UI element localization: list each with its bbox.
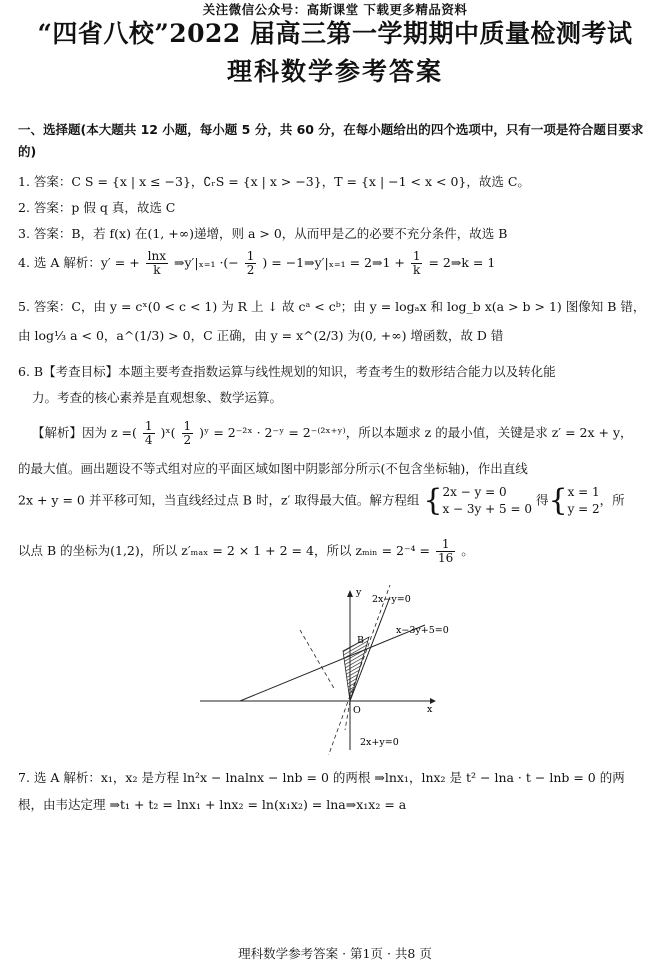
fraction — [245, 250, 257, 277]
fraction-denominator: k — [413, 263, 421, 277]
document-subtitle: 理科数学参考答案 — [226, 57, 443, 86]
answer-6-text: )ˣ( — [160, 425, 176, 440]
line-2x-y-label: 2x−y=0 — [372, 594, 411, 605]
x-axis-label: x — [427, 704, 433, 715]
answer-6-line3 — [32, 420, 633, 447]
top-banner: 关注微信公众号：高斯课堂 下载更多精品资料 — [202, 2, 468, 17]
answer-7-line1: 7. 选 A 解析：x₁，x₂ 是方程 ln²x − lnalnx − lnb = 0 的两根 ⇒lnx₁，lnx₂ 是 t² − lna · t − lnb = 0 的两 — [18, 770, 625, 785]
answer-6-text: ，所 — [599, 492, 625, 508]
answer-6-line6 — [18, 538, 474, 565]
answer-1: 1. 答案：C S = {x | x ≤ −3}，∁ᵣS = {x | x > −3}，T = {x | −1 < x < 0}，故选 C。 — [18, 174, 530, 189]
fraction — [143, 420, 155, 447]
answer-6-text: 以点 B 的坐标为(1,2)，所以 z′ₘₐₓ = 2 × 1 + 2 = 4，所以 zₘᵢₙ = 2⁻⁴ = — [18, 543, 431, 558]
answer-6-text: 。 — [461, 543, 474, 558]
equation: x − 3y + 5 = 0 — [442, 502, 532, 516]
section-heading: 一、选择题(本大题共 12 小题，每小题 5 分，共 60 分，在每小题给出的四个选项中，只有一项是符合题目要求的) — [18, 122, 644, 159]
answer-6-line2: 力。考查的核心素养是直观想象、数学运算。 — [32, 390, 283, 405]
fraction-denominator: 2 — [183, 433, 192, 447]
answer-3: 3. 答案：B，若 f(x) 在(1, +∞)递增，则 a > 0，从而甲是乙的必要不充分条件，故选 B — [18, 226, 508, 241]
equation-system — [568, 484, 600, 518]
answer-7-line2: 根，由韦达定理 ⇒t₁ + t₂ = lnx₁ + lnx₂ = ln(x₁x₂) = lna⇒x₁x₂ = a — [18, 797, 407, 812]
fraction — [436, 538, 455, 565]
fraction — [146, 250, 168, 277]
answer-4-text: ⇒y′|ₓ₌₁ ·(− — [173, 255, 239, 270]
equation: y = 2 — [567, 502, 600, 516]
fraction-denominator: 2 — [246, 263, 255, 277]
answer-6-line4: 的最大值。画出题设不等式组对应的平面区域如图中阴影部分所示(不包含坐标轴)，作出直线 — [18, 461, 528, 476]
origin-label: O — [353, 705, 361, 716]
shaded-region — [343, 637, 369, 701]
fraction — [411, 250, 423, 277]
fraction-numerator: 1 — [144, 419, 153, 433]
document-title: “四省八校”2022 届高三第一学期期中质量检测考试 — [37, 19, 633, 48]
page-footer: 理科数学参考答案 · 第1页 · 共8 页 — [238, 946, 432, 961]
answer-6-text: 2x + y = 0 并平移可知，当直线经过点 B 时，z′ 取得最大值。解方程组 — [18, 492, 420, 508]
fraction-numerator: 1 — [412, 249, 421, 263]
answer-4-text: ) = −1⇒y′|ₓ₌₁ = 2⇒1 + — [262, 255, 405, 270]
point-b-label: B — [357, 635, 364, 646]
equation-system — [442, 484, 532, 518]
answer-5-line1: 5. 答案：C，由 y = cˣ(0 < c < 1) 为 R 上 ↓ 故 cᵃ < cᵇ；由 y = logₐx 和 log_b x(a > b > 1) 图像知 B 错， — [18, 299, 646, 314]
answer-2: 2. 答案：p 假 q 真，故选 C — [18, 200, 176, 215]
dashed-line-left — [300, 630, 335, 690]
line-2x+y — [345, 701, 350, 730]
equation: 2x − y = 0 — [442, 485, 507, 499]
answer-6-text: )ʸ = 2⁻²ˣ · 2⁻ʸ = 2⁻⁽²ˣ⁺ʸ⁾，所以本题求 z 的最小值，关键是求 z′ = 2x + y， — [199, 425, 633, 440]
equation: x = 1 — [567, 485, 600, 499]
answer-4-text: 4. 选 A 解析：y′ = + — [18, 255, 140, 270]
answer-6-text: 【解析】因为 z =( — [32, 425, 137, 440]
line-2x+y-label: 2x+y=0 — [360, 737, 399, 748]
y-axis-arrow — [347, 590, 353, 597]
fraction-numerator: lnx — [147, 249, 166, 263]
line-x-3y+5-label: x−3y+5=0 — [396, 625, 449, 636]
fraction — [182, 420, 194, 447]
fraction-numerator: 1 — [436, 538, 455, 552]
answer-6-line5 — [18, 484, 625, 518]
left-brace: { — [423, 483, 443, 518]
y-axis-label: y — [356, 587, 362, 598]
answer-4 — [18, 250, 495, 277]
fraction-denominator: k — [153, 263, 161, 277]
fraction-denominator: 16 — [438, 551, 454, 565]
left-brace: { — [548, 483, 568, 518]
answer-6-text: 得 — [535, 492, 549, 508]
answer-6-line1: 6. B【考查目标】本题主要考查指数运算与线性规划的知识，考查考生的数形结合能力以及转化能 — [18, 364, 556, 379]
line-x-3y+5 — [240, 625, 425, 701]
fraction-denominator: 4 — [144, 433, 153, 447]
feasible-region-figure — [200, 585, 460, 755]
fraction-numerator: 1 — [183, 419, 192, 433]
answer-4-text: = 2⇒k = 1 — [428, 255, 496, 270]
answer-5-line2: 由 log⅓ a < 0，a^(1/3) > 0，C 正确，由 y = x^(2/3) 为(0, +∞) 增函数，故 D 错 — [18, 328, 504, 343]
fraction-numerator: 1 — [246, 249, 255, 263]
